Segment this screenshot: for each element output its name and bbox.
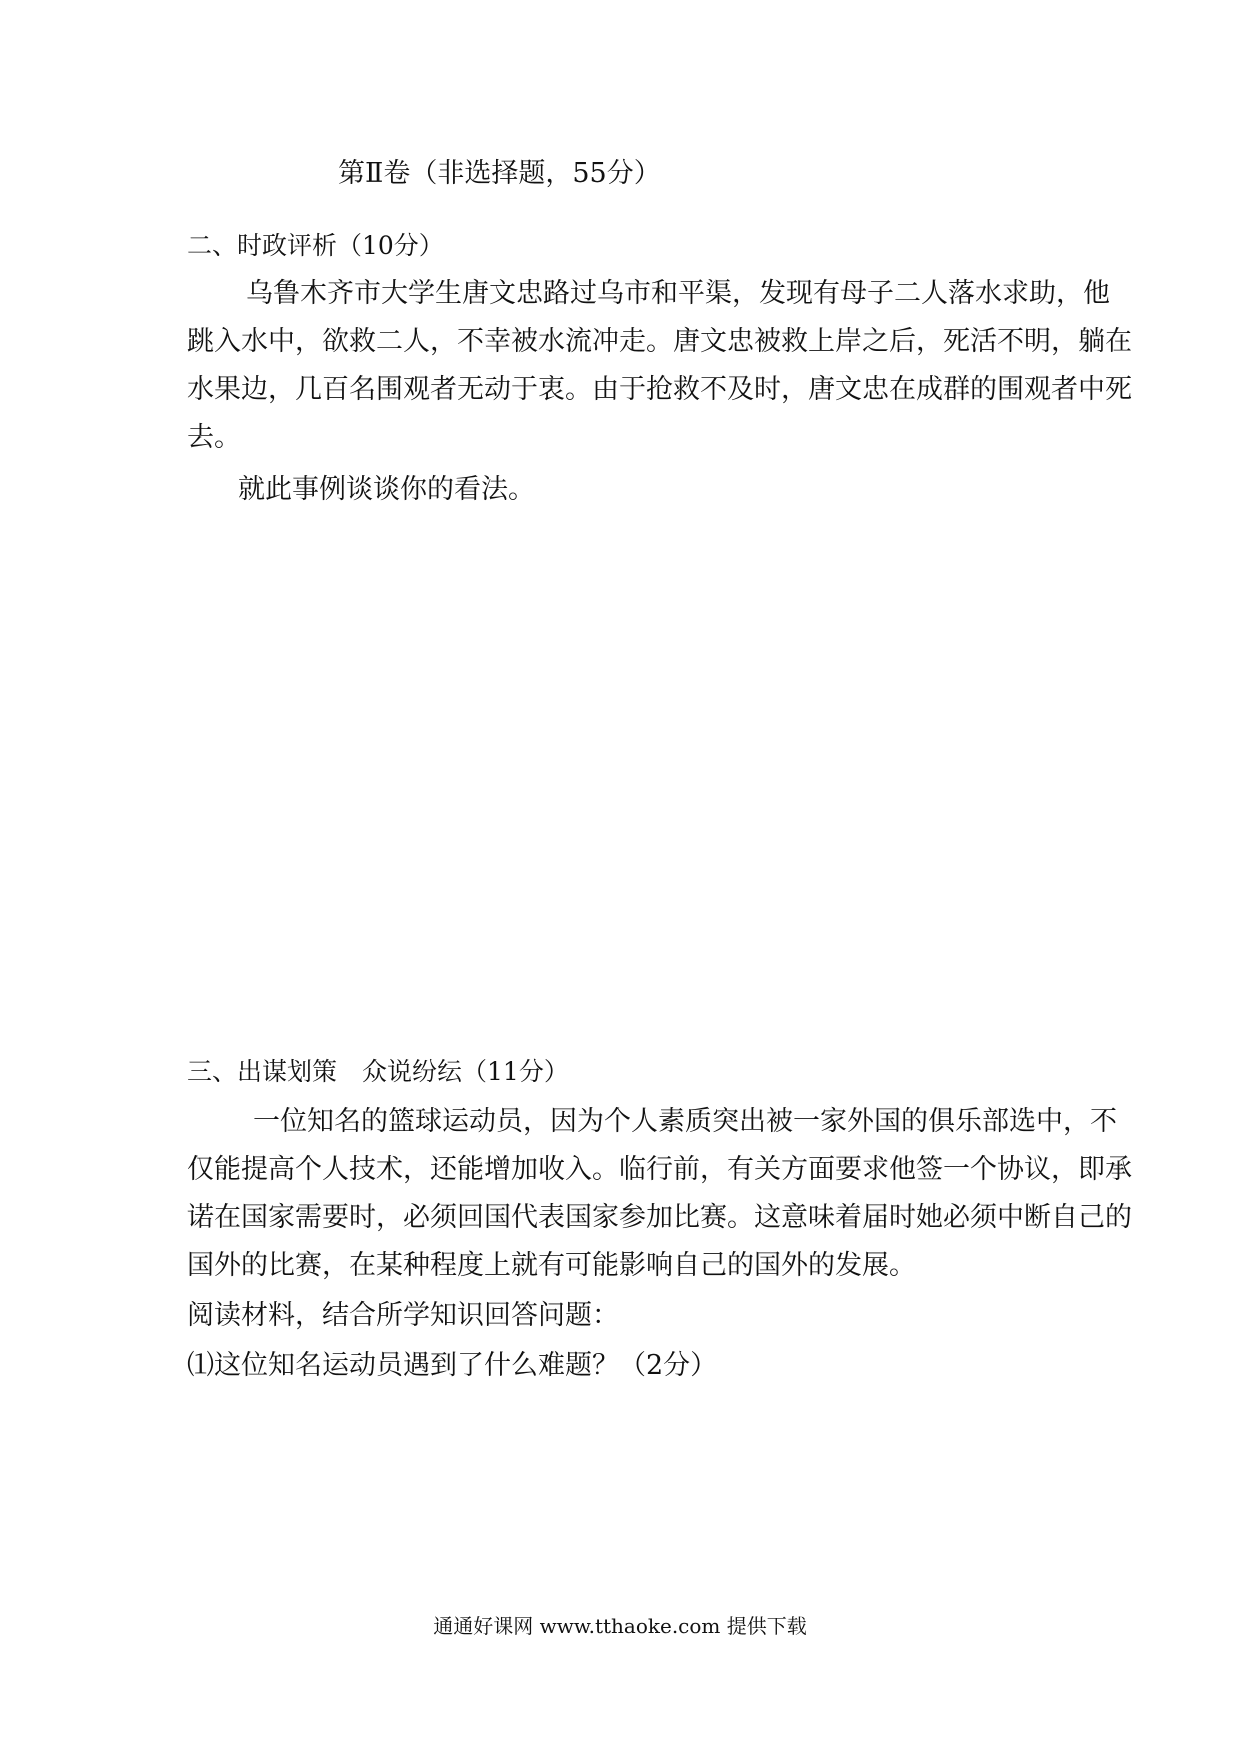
section3-heading: 三、出谋划策 众说纷纭（11分） xyxy=(187,1057,569,1086)
part-title: 第Ⅱ卷（非选择题，55分） xyxy=(338,158,661,189)
section3-instruction: 阅读材料，结合所学知识回答问题： xyxy=(187,1300,619,1331)
section2-question: 就此事例谈谈你的看法。 xyxy=(238,474,535,505)
section3-question-1: ⑴这位知名运动员遇到了什么难题？（2分） xyxy=(187,1350,718,1381)
section2-heading: 二、时政评析（10分） xyxy=(187,231,444,260)
section2-passage-line: 跳入水中，欲救二人，不幸被水流冲走。唐文忠被救上岸之后，死活不明，躺在 xyxy=(187,326,1132,357)
section3-passage-line: 一位知名的篮球运动员，因为个人素质突出被一家外国的俱乐部选中，不 xyxy=(253,1106,1117,1137)
section3-passage-line: 诺在国家需要时，必须回国代表国家参加比赛。这意味着届时她必须中断自己的 xyxy=(187,1202,1132,1233)
section2-passage-line: 水果边，几百名围观者无动于衷。由于抢救不及时，唐文忠在成群的围观者中死 xyxy=(187,374,1132,405)
section2-passage-line: 乌鲁木齐市大学生唐文忠路过乌市和平渠，发现有母子二人落水求助，他 xyxy=(246,278,1110,309)
footer-download-note: 通通好课网 www.tthaoke.com 提供下载 xyxy=(433,1614,807,1638)
section2-passage-line: 去。 xyxy=(187,422,241,453)
section3-passage-line: 仅能提高个人技术，还能增加收入。临行前，有关方面要求他签一个协议，即承 xyxy=(187,1154,1132,1185)
section3-passage-line: 国外的比赛，在某种程度上就有可能影响自己的国外的发展。 xyxy=(187,1250,916,1281)
